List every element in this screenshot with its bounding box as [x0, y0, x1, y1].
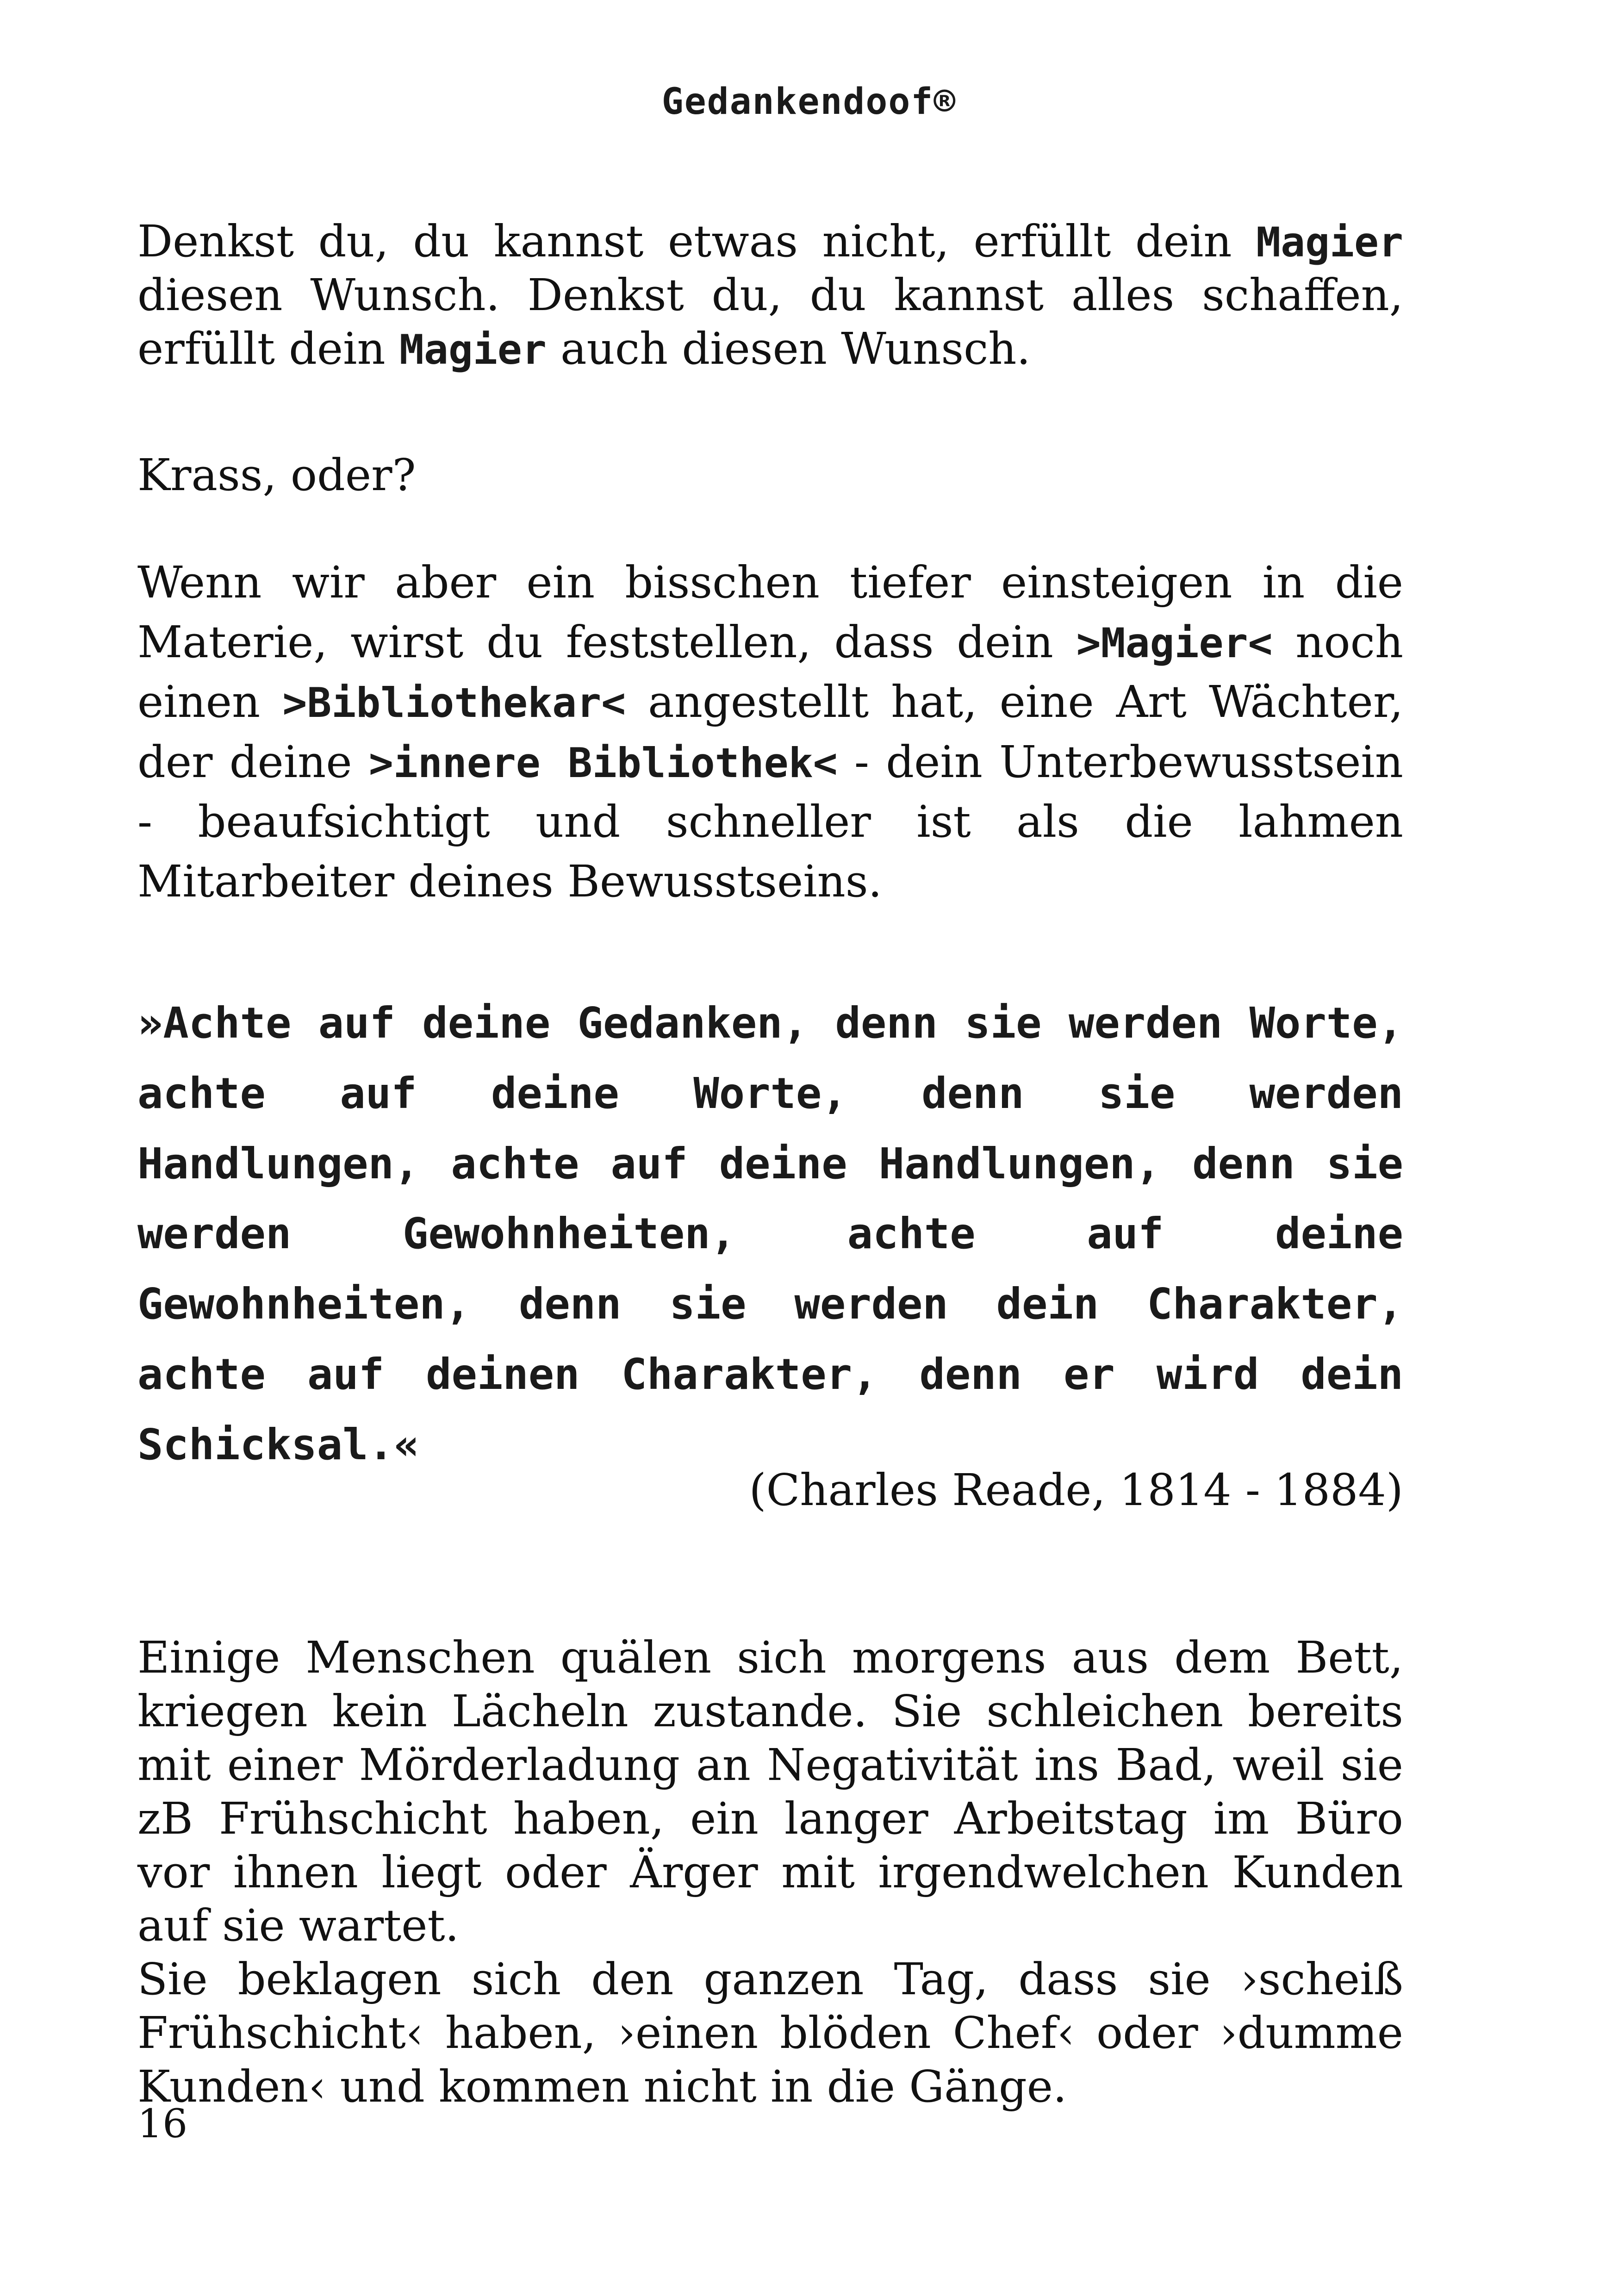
paragraph-text	[137, 215, 1403, 376]
text-run: auch diesen Wunsch.	[546, 323, 1031, 374]
paragraph-krass	[137, 449, 1403, 503]
paragraph-text	[137, 553, 1403, 912]
keyword-magier: Magier	[399, 325, 547, 373]
text-run: Wenn wir aber ein bisschen tiefer einsteigen in die Materie, wirst du feststellen, dass dein	[137, 557, 1403, 668]
quote-attribution: (Charles Reade, 1814 - 1884)	[749, 1465, 1403, 1516]
quote-block: »Achte auf deine Gedanken, denn sie werden Worte, achte auf deine Worte, denn sie werden Handlungen, achte auf deine Handlungen, denn sie werden Gewohnheiten, achte auf deine Gewohnheiten, denn sie werden dein Charakter, achte auf deinen Charakter, denn er wird dein Schicksal.«	[137, 998, 1403, 1469]
running-header: Gedankendoof®	[661, 81, 957, 123]
keyword-bibliothekar: >Bibliothekar<	[282, 679, 626, 727]
paragraph-magier-wish	[137, 215, 1403, 376]
text-run: diesen Wunsch. Denkst du, du kannst alles schaffen, erfüllt dein	[137, 269, 1403, 374]
page-number: 16	[137, 2101, 188, 2147]
text-run: - dein Unterbewusstsein - beaufsichtigt und schneller ist als die lahmen Mitarbeiter deines Bewusstseins.	[137, 736, 1403, 907]
paragraph-negativitaet	[137, 1631, 1403, 2114]
text-run: Denkst du, du kannst etwas nicht, erfüllt dein	[137, 216, 1257, 267]
keyword-magier: >Magier<	[1076, 619, 1273, 667]
paragraph-text: Einige Menschen quälen sich morgens aus dem Bett, kriegen kein Lächeln zustande. Sie schleichen bereits mit einer Mörderladung an Negativität ins Bad, weil sie zB Frühschicht haben, ein langer Arbeitstag im Büro vor ihnen liegt oder Ärger mit irgendwelchen Kunden auf sie wartet.	[137, 1632, 1403, 1952]
keyword-innere-bibliothek: >innere Bibliothek<	[368, 739, 838, 787]
keyword-magier: Magier	[1256, 218, 1403, 266]
paragraph-text: Krass, oder?	[137, 450, 416, 501]
paragraph-text: Sie beklagen sich den ganzen Tag, dass sie ›scheiß Frühschicht‹ haben, ›einen blöden Chef‹ oder ›dumme Kunden‹ und kommen nicht in die Gänge.	[137, 1954, 1403, 2113]
paragraph-bibliothekar	[137, 553, 1403, 912]
text-run: angestellt hat, eine Art Wächter, der deine	[137, 677, 1404, 788]
text-run: noch einen	[137, 617, 1403, 728]
